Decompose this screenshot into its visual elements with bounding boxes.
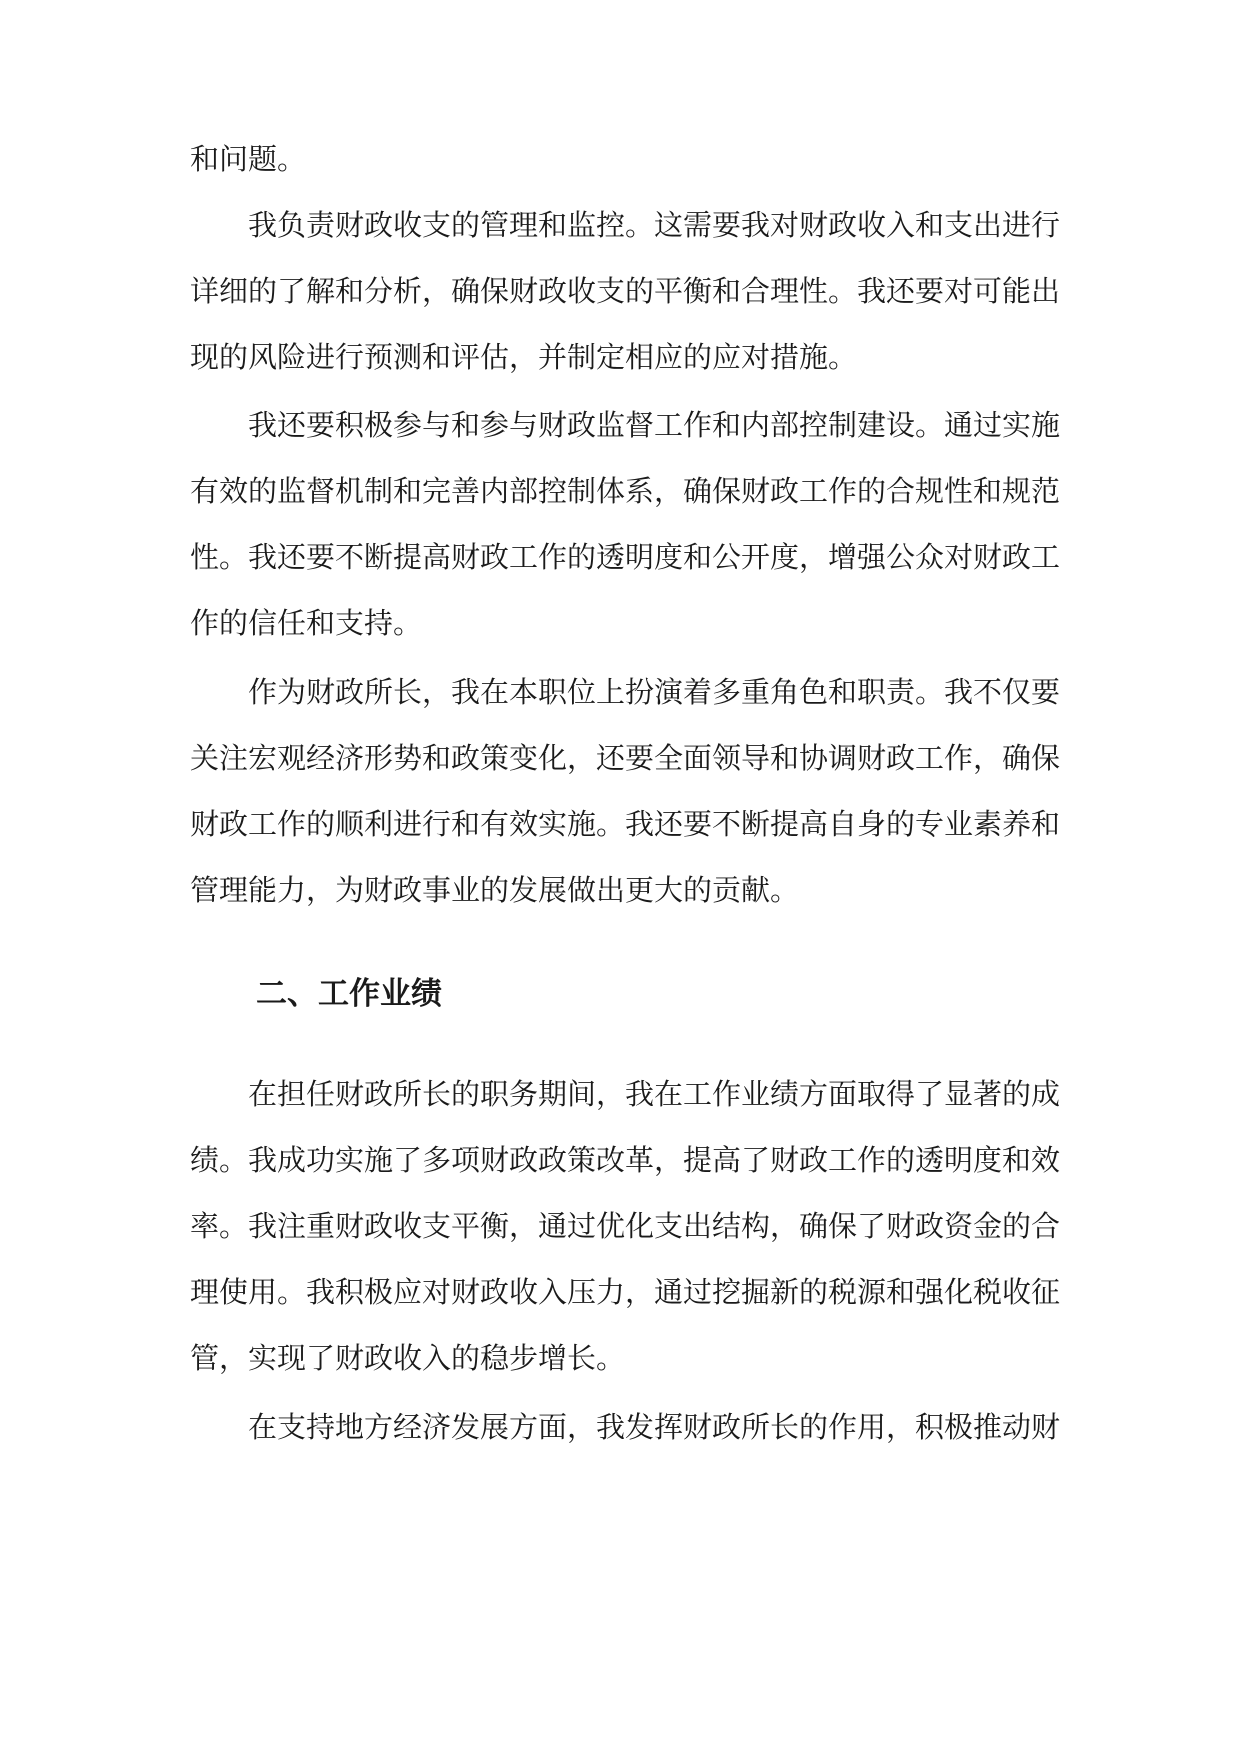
paragraph <box>190 1408 1061 1446</box>
text-line: 在支持地方经济发展方面，我发挥财政所长的作用，积极推动财 <box>248 1410 1061 1444</box>
paragraph <box>190 1075 1061 1377</box>
text-line: 关注宏观经济形势和政策变化，还要全面领导和协调财政工作，确保 <box>190 741 1061 775</box>
text-line: 性。我还要不断提高财政工作的透明度和公开度，增强公众对财政工 <box>190 540 1061 574</box>
section-heading: 二、工作业绩 <box>256 976 442 1012</box>
text-line: 管，实现了财政收入的稳步增长。 <box>190 1341 626 1375</box>
text-line: 有效的监督机制和完善内部控制体系，确保财政工作的合规性和规范 <box>190 474 1061 508</box>
text-line: 详细的了解和分析，确保财政收支的平衡和合理性。我还要对可能出 <box>190 274 1061 308</box>
paragraph-continuation <box>190 140 1054 178</box>
text-line: 在担任财政所长的职务期间，我在工作业绩方面取得了显著的成 <box>248 1077 1061 1111</box>
text-line: 绩。我成功实施了多项财政政策改革，提高了财政工作的透明度和效 <box>190 1143 1061 1177</box>
text-line: 我负责财政收支的管理和监控。这需要我对财政收入和支出进行 <box>248 208 1061 242</box>
text-line: 作的信任和支持。 <box>190 606 423 640</box>
text-line: 管理能力，为财政事业的发展做出更大的贡献。 <box>190 873 800 907</box>
text-line: 我还要积极参与和参与财政监督工作和内部控制建设。通过实施 <box>248 408 1061 442</box>
paragraph <box>190 673 1061 909</box>
text-line: 财政工作的顺利进行和有效实施。我还要不断提高自身的专业素养和 <box>190 807 1061 841</box>
text-line: 理使用。我积极应对财政收入压力，通过挖掘新的税源和强化税收征 <box>190 1275 1061 1309</box>
text-line: 作为财政所长，我在本职位上扮演着多重角色和职责。我不仅要 <box>248 675 1061 709</box>
paragraph <box>190 206 1061 376</box>
text-line: 率。我注重财政收支平衡，通过优化支出结构，确保了财政资金的合 <box>190 1209 1061 1243</box>
text-line: 现的风险进行预测和评估，并制定相应的应对措施。 <box>190 340 858 374</box>
paragraph <box>190 406 1061 642</box>
text-line: 和问题。 <box>190 142 307 176</box>
